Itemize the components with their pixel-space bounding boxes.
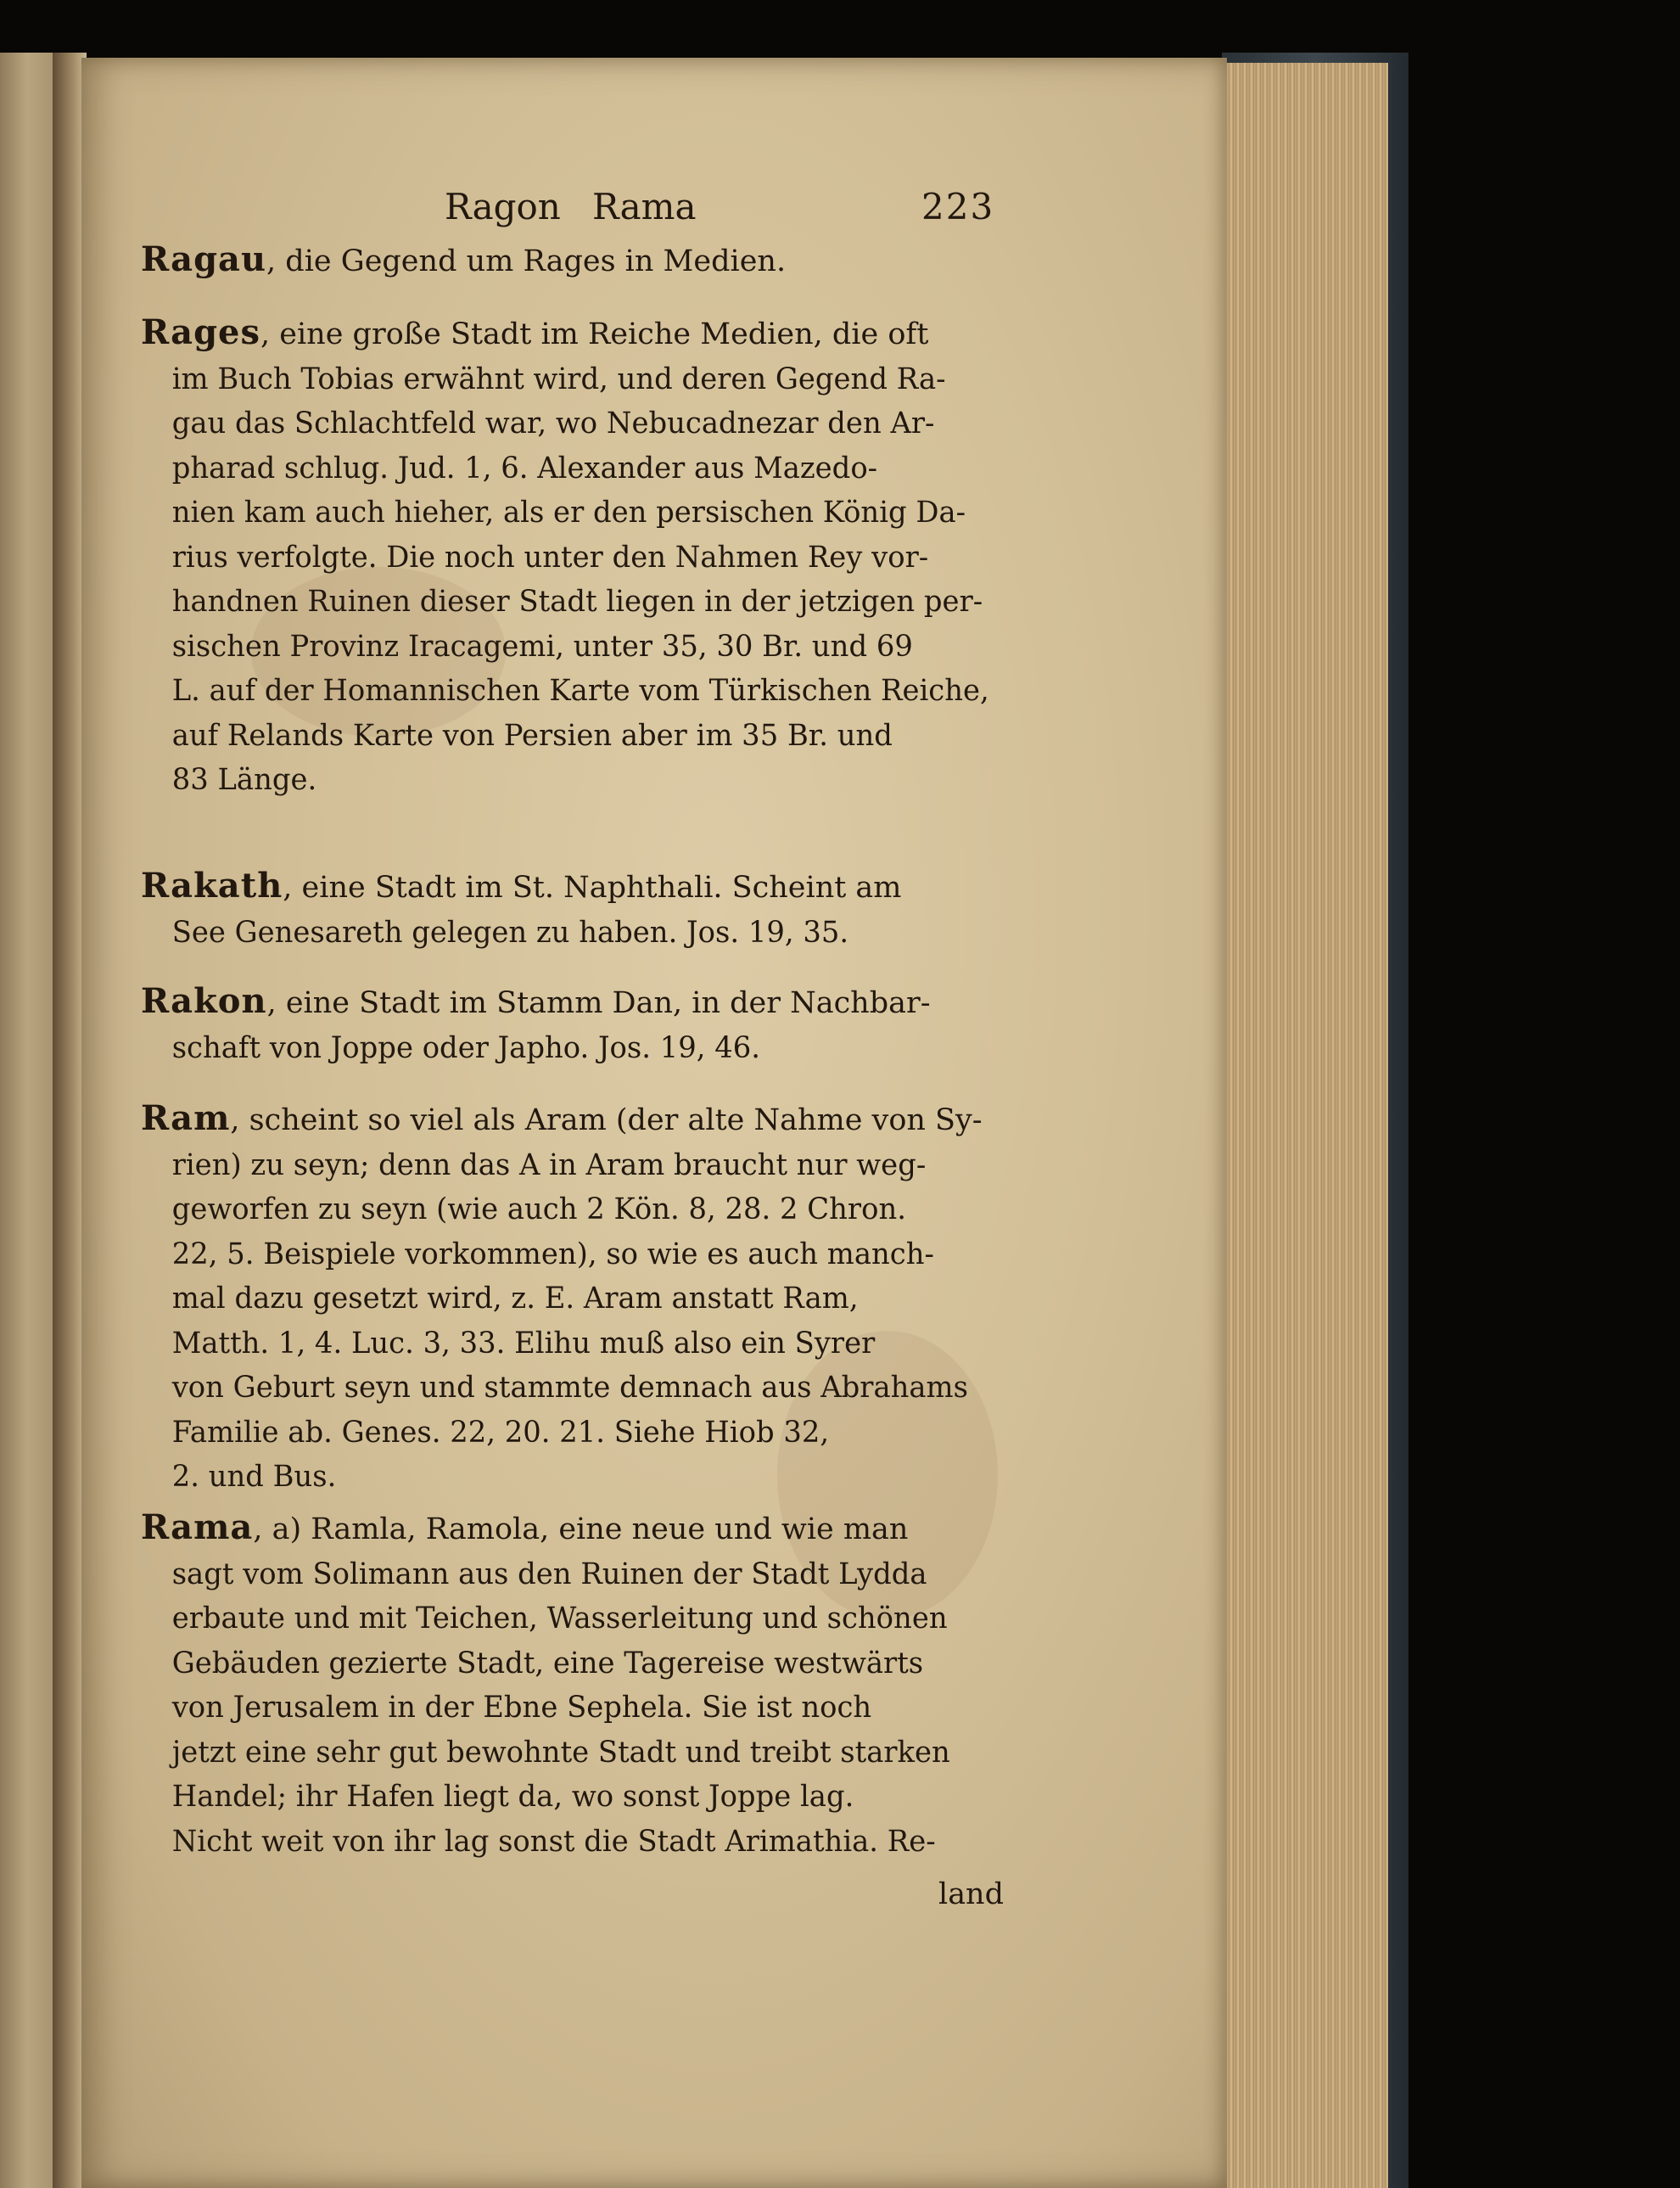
- entry-line: gau das Schlachtfeld war, wo Nebucadnezar den Ar-: [171, 407, 935, 440]
- running-head-right: Rama: [592, 186, 697, 227]
- book-page: [81, 58, 1227, 2188]
- entry-line: [141, 979, 1095, 1026]
- headword: Rama: [141, 1507, 254, 1547]
- headword: Rakon: [141, 981, 267, 1021]
- entry-text: , eine Stadt im Stamm Dan, in der Nachbar-: [266, 986, 931, 1020]
- headword: Ragau: [141, 239, 267, 279]
- entry-line: nien kam auch hieher, als er den persischen König Da-: [171, 496, 966, 530]
- entry-text: , scheint so viel als Aram (der alte Nahme von Sy-: [230, 1103, 983, 1137]
- entry-line: pharad schlug. Jud. 1, 6. Alexander aus Mazedo-: [171, 451, 878, 485]
- page-edges: [1218, 63, 1388, 2188]
- entry-line: geworfen zu seyn (wie auch 2 Kön. 8, 28. 2 Chron.: [171, 1192, 906, 1226]
- entry-text: , eine Stadt im St. Naphthali. Scheint am: [283, 871, 902, 905]
- entry-line: [141, 238, 1095, 284]
- entry-line: Familie ab. Genes. 22, 20. 21. Siehe Hiob 32,: [171, 1415, 830, 1450]
- entry-rakon: [141, 979, 1095, 1070]
- running-head-left: Ragon: [445, 186, 561, 227]
- entry-line: [141, 311, 1095, 357]
- entry-line: 22, 5. Beispiele vorkommen), so wie es auch manch-: [171, 1237, 934, 1271]
- entry-text: , a) Ramla, Ramola, eine neue und wie man: [253, 1512, 909, 1546]
- headword: Rages: [141, 312, 261, 352]
- entry-line: 83 Länge.: [171, 763, 317, 797]
- page-number: 223: [921, 186, 995, 227]
- headword: Rakath: [141, 866, 283, 906]
- catchword: land: [938, 1877, 1005, 1911]
- entry-line: handnen Ruinen dieser Stadt liegen in der jetzigen per-: [171, 585, 983, 619]
- entry-line: von Geburt seyn und stammte demnach aus Abrahams: [171, 1371, 968, 1405]
- entry-line: sischen Provinz Iracagemi, unter 35, 30 Br. und 69: [171, 629, 913, 664]
- entry-line: [141, 1097, 1095, 1143]
- entry-line: Handel; ihr Hafen liegt da, wo sonst Joppe lag.: [171, 1780, 854, 1814]
- entry-text: , eine große Stadt im Reiche Medien, die oft: [260, 317, 929, 351]
- entry-line: mal dazu gesetzt wird, z. E. Aram anstatt Ram,: [171, 1282, 859, 1316]
- entry-line: [141, 864, 1095, 911]
- entry-rages: [141, 311, 1095, 803]
- entry-line: L. auf der Homannischen Karte vom Türkischen Reiche,: [171, 674, 989, 708]
- entry-text: , die Gegend um Rages in Medien.: [266, 244, 787, 278]
- entry-rakath: [141, 864, 1095, 955]
- entry-line: schaft von Joppe oder Japho. Jos. 19, 46.: [171, 1030, 761, 1065]
- entry-rama: [141, 1506, 1095, 1864]
- entry-line: Nicht weit von ihr lag sonst die Stadt Arimathia. Re-: [171, 1824, 936, 1859]
- entry-line: Gebäuden gezierte Stadt, eine Tagereise westwärts: [171, 1646, 924, 1680]
- entry-line: rien) zu seyn; denn das A in Aram braucht nur weg-: [171, 1147, 927, 1182]
- entry-line: im Buch Tobias erwähnt wird, und deren Gegend Ra-: [171, 362, 946, 396]
- entry-line: 2. und Bus.: [171, 1460, 337, 1494]
- entry-line: [141, 1506, 1095, 1552]
- entry-line: Matth. 1, 4. Luc. 3, 33. Elihu muß also ein Syrer: [171, 1326, 876, 1360]
- entry-line: jetzt eine sehr gut bewohnte Stadt und treibt starken: [171, 1735, 950, 1770]
- entry-line: rius verfolgte. Die noch unter den Nahmen Rey vor-: [171, 540, 929, 575]
- entry-line: von Jerusalem in der Ebne Sephela. Sie ist noch: [171, 1691, 872, 1725]
- entry-ragau: [141, 238, 1095, 284]
- headword: Ram: [141, 1098, 231, 1138]
- entry-line: auf Relands Karte von Persien aber im 35 Br. und: [171, 718, 893, 753]
- entry-line: erbaute und mit Teichen, Wasserleitung und schönen: [171, 1602, 948, 1635]
- entry-line: sagt vom Solimann aus den Ruinen der Stadt Lydda: [171, 1557, 927, 1591]
- entry-line: See Genesareth gelegen zu haben. Jos. 19, 35.: [171, 915, 849, 950]
- entry-ram: [141, 1097, 1095, 1500]
